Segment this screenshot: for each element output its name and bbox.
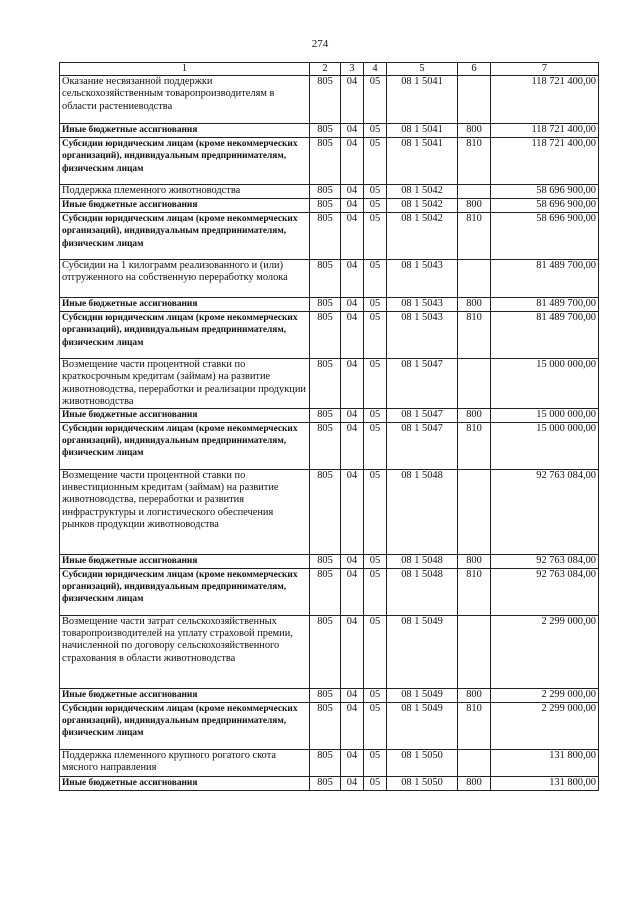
row-subsection-cell: 05 (364, 409, 387, 423)
row-expense-type-cell: 800 (458, 199, 491, 213)
table-row (60, 298, 599, 312)
row-grbs-cell: 805 (310, 359, 341, 409)
row-expense-type-cell: 800 (458, 298, 491, 312)
row-section-cell: 04 (341, 213, 364, 260)
row-section-cell: 04 (341, 777, 364, 791)
row-name-cell: Субсидии на 1 килограмм реализованного и (или) отгруженного на собственную переработку молока (60, 260, 310, 298)
row-target-code-cell: 08 1 5047 (387, 423, 458, 470)
row-grbs-cell: 805 (310, 777, 341, 791)
row-section-cell: 04 (341, 409, 364, 423)
row-section-cell: 04 (341, 199, 364, 213)
row-subsection-cell: 05 (364, 750, 387, 777)
row-expense-type-cell: 810 (458, 569, 491, 616)
row-section-cell: 04 (341, 750, 364, 777)
row-name-cell: Иные бюджетные ассигнования (60, 298, 310, 312)
row-name-cell: Субсидии юридическим лицам (кроме некоммерческих организаций), индивидуальным предпринимателям, физическим лицам (60, 312, 310, 359)
table-header-row (60, 63, 599, 76)
row-grbs-cell: 805 (310, 298, 341, 312)
row-grbs-cell: 805 (310, 199, 341, 213)
row-subsection-cell: 05 (364, 689, 387, 703)
row-subsection-cell: 05 (364, 423, 387, 470)
row-expense-type-cell: 800 (458, 777, 491, 791)
row-name-cell: Иные бюджетные ассигнования (60, 555, 310, 569)
row-name-cell: Субсидии юридическим лицам (кроме некоммерческих организаций), индивидуальным предпринимателям, физическим лицам (60, 138, 310, 185)
table-row (60, 616, 599, 689)
table-row (60, 777, 599, 791)
table-row (60, 555, 599, 569)
row-name-cell: Иные бюджетные ассигнования (60, 124, 310, 138)
row-subsection-cell: 05 (364, 185, 387, 199)
row-subsection-cell: 05 (364, 260, 387, 298)
row-target-code-cell: 08 1 5049 (387, 703, 458, 750)
row-expense-type-cell (458, 359, 491, 409)
table-row (60, 470, 599, 555)
row-name-cell: Иные бюджетные ассигнования (60, 689, 310, 703)
row-amount-cell: 118 721 400,00 (491, 76, 599, 124)
row-target-code-cell: 08 1 5047 (387, 359, 458, 409)
row-section-cell: 04 (341, 138, 364, 185)
table-row (60, 260, 599, 298)
row-expense-type-cell: 810 (458, 423, 491, 470)
row-target-code-cell: 08 1 5042 (387, 185, 458, 199)
row-amount-cell: 131 800,00 (491, 750, 599, 777)
row-amount-cell: 15 000 000,00 (491, 409, 599, 423)
row-grbs-cell: 805 (310, 569, 341, 616)
row-grbs-cell: 805 (310, 423, 341, 470)
row-subsection-cell: 05 (364, 703, 387, 750)
row-expense-type-cell: 810 (458, 138, 491, 185)
row-target-code-cell: 08 1 5048 (387, 569, 458, 616)
header-cell-4: 4 (364, 63, 387, 76)
row-subsection-cell: 05 (364, 76, 387, 124)
row-section-cell: 04 (341, 359, 364, 409)
row-name-cell: Поддержка племенного крупного рогатого скота мясного направления (60, 750, 310, 777)
row-amount-cell: 118 721 400,00 (491, 124, 599, 138)
row-name-cell: Субсидии юридическим лицам (кроме некоммерческих организаций), индивидуальным предпринимателям, физическим лицам (60, 569, 310, 616)
row-grbs-cell: 805 (310, 260, 341, 298)
row-target-code-cell: 08 1 5049 (387, 689, 458, 703)
row-subsection-cell: 05 (364, 359, 387, 409)
row-amount-cell: 58 696 900,00 (491, 185, 599, 199)
row-expense-type-cell (458, 76, 491, 124)
row-expense-type-cell: 810 (458, 213, 491, 260)
row-subsection-cell: 05 (364, 616, 387, 689)
row-expense-type-cell (458, 616, 491, 689)
row-section-cell: 04 (341, 124, 364, 138)
row-grbs-cell: 805 (310, 470, 341, 555)
row-expense-type-cell: 810 (458, 703, 491, 750)
row-section-cell: 04 (341, 76, 364, 124)
row-subsection-cell: 05 (364, 124, 387, 138)
row-amount-cell: 15 000 000,00 (491, 423, 599, 470)
row-section-cell: 04 (341, 423, 364, 470)
row-name-cell: Субсидии юридическим лицам (кроме некоммерческих организаций), индивидуальным предпринимателям, физическим лицам (60, 703, 310, 750)
table-row (60, 750, 599, 777)
row-grbs-cell: 805 (310, 185, 341, 199)
row-target-code-cell: 08 1 5050 (387, 750, 458, 777)
table-row (60, 423, 599, 470)
row-amount-cell: 15 000 000,00 (491, 359, 599, 409)
table-row (60, 76, 599, 124)
row-section-cell: 04 (341, 298, 364, 312)
row-section-cell: 04 (341, 555, 364, 569)
row-amount-cell: 2 299 000,00 (491, 689, 599, 703)
row-section-cell: 04 (341, 312, 364, 359)
row-section-cell: 04 (341, 569, 364, 616)
header-cell-6: 6 (458, 63, 491, 76)
row-amount-cell: 81 489 700,00 (491, 312, 599, 359)
row-expense-type-cell: 800 (458, 124, 491, 138)
row-grbs-cell: 805 (310, 76, 341, 124)
row-section-cell: 04 (341, 703, 364, 750)
row-amount-cell: 2 299 000,00 (491, 616, 599, 689)
row-grbs-cell: 805 (310, 703, 341, 750)
row-grbs-cell: 805 (310, 616, 341, 689)
row-target-code-cell: 08 1 5041 (387, 124, 458, 138)
row-amount-cell: 92 763 084,00 (491, 470, 599, 555)
row-amount-cell: 92 763 084,00 (491, 569, 599, 616)
row-name-cell: Возмещение части затрат сельскохозяйственных товаропроизводителей на уплату страховой премии, начисленной по договору сельскохозяйственного страхования в области животноводства (60, 616, 310, 689)
row-subsection-cell: 05 (364, 312, 387, 359)
row-expense-type-cell (458, 185, 491, 199)
row-target-code-cell: 08 1 5043 (387, 298, 458, 312)
row-expense-type-cell (458, 260, 491, 298)
row-grbs-cell: 805 (310, 124, 341, 138)
table-row (60, 185, 599, 199)
table-row (60, 359, 599, 409)
row-name-cell: Иные бюджетные ассигнования (60, 777, 310, 791)
row-amount-cell: 92 763 084,00 (491, 555, 599, 569)
row-name-cell: Возмещение части процентной ставки по инвестиционным кредитам (займам) на развитие животноводства, переработки и развития инфраструктуры и логистического обеспечения рынков продукции животноводства (60, 470, 310, 555)
row-expense-type-cell: 800 (458, 689, 491, 703)
row-grbs-cell: 805 (310, 312, 341, 359)
page-number: 274 (311, 38, 329, 50)
row-target-code-cell: 08 1 5048 (387, 555, 458, 569)
header-cell-7: 7 (491, 63, 599, 76)
row-target-code-cell: 08 1 5048 (387, 470, 458, 555)
row-expense-type-cell: 800 (458, 555, 491, 569)
row-grbs-cell: 805 (310, 689, 341, 703)
row-target-code-cell: 08 1 5049 (387, 616, 458, 689)
row-name-cell: Поддержка племенного животноводства (60, 185, 310, 199)
row-target-code-cell: 08 1 5041 (387, 138, 458, 185)
row-name-cell: Иные бюджетные ассигнования (60, 199, 310, 213)
header-cell-3: 3 (341, 63, 364, 76)
row-subsection-cell: 05 (364, 569, 387, 616)
row-amount-cell: 58 696 900,00 (491, 199, 599, 213)
row-subsection-cell: 05 (364, 777, 387, 791)
row-subsection-cell: 05 (364, 470, 387, 555)
row-amount-cell: 81 489 700,00 (491, 298, 599, 312)
table-row (60, 689, 599, 703)
row-name-cell: Возмещение части процентной ставки по краткосрочным кредитам (займам) на развитие животноводства, переработки и реализации продукции животноводства (60, 359, 310, 409)
row-subsection-cell: 05 (364, 138, 387, 185)
row-grbs-cell: 805 (310, 138, 341, 185)
row-target-code-cell: 08 1 5050 (387, 777, 458, 791)
row-amount-cell: 2 299 000,00 (491, 703, 599, 750)
table-row (60, 703, 599, 750)
row-section-cell: 04 (341, 689, 364, 703)
row-section-cell: 04 (341, 260, 364, 298)
row-expense-type-cell: 810 (458, 312, 491, 359)
table-row (60, 569, 599, 616)
row-target-code-cell: 08 1 5047 (387, 409, 458, 423)
row-name-cell: Субсидии юридическим лицам (кроме некоммерческих организаций), индивидуальным предпринимателям, физическим лицам (60, 213, 310, 260)
row-section-cell: 04 (341, 470, 364, 555)
row-amount-cell: 58 696 900,00 (491, 213, 599, 260)
table-row (60, 213, 599, 260)
row-target-code-cell: 08 1 5042 (387, 199, 458, 213)
row-grbs-cell: 805 (310, 213, 341, 260)
row-name-cell: Иные бюджетные ассигнования (60, 409, 310, 423)
row-name-cell: Оказание несвязанной поддержки сельскохозяйственным товаропроизводителям в области растениеводства (60, 76, 310, 124)
row-name-cell: Субсидии юридическим лицам (кроме некоммерческих организаций), индивидуальным предпринимателям, физическим лицам (60, 423, 310, 470)
header-cell-5: 5 (387, 63, 458, 76)
row-amount-cell: 131 800,00 (491, 777, 599, 791)
table-row (60, 138, 599, 185)
row-grbs-cell: 805 (310, 555, 341, 569)
row-grbs-cell: 805 (310, 750, 341, 777)
row-expense-type-cell: 800 (458, 409, 491, 423)
row-expense-type-cell (458, 470, 491, 555)
row-grbs-cell: 805 (310, 409, 341, 423)
table-row (60, 312, 599, 359)
row-amount-cell: 118 721 400,00 (491, 138, 599, 185)
row-subsection-cell: 05 (364, 555, 387, 569)
table-row (60, 409, 599, 423)
table-row (60, 199, 599, 213)
row-target-code-cell: 08 1 5043 (387, 260, 458, 298)
row-target-code-cell: 08 1 5042 (387, 213, 458, 260)
row-subsection-cell: 05 (364, 213, 387, 260)
row-section-cell: 04 (341, 616, 364, 689)
row-subsection-cell: 05 (364, 298, 387, 312)
row-section-cell: 04 (341, 185, 364, 199)
budget-table (59, 62, 599, 791)
row-subsection-cell: 05 (364, 199, 387, 213)
row-target-code-cell: 08 1 5041 (387, 76, 458, 124)
header-cell-1: 1 (60, 63, 310, 76)
table-row (60, 124, 599, 138)
row-target-code-cell: 08 1 5043 (387, 312, 458, 359)
row-expense-type-cell (458, 750, 491, 777)
row-amount-cell: 81 489 700,00 (491, 260, 599, 298)
header-cell-2: 2 (310, 63, 341, 76)
